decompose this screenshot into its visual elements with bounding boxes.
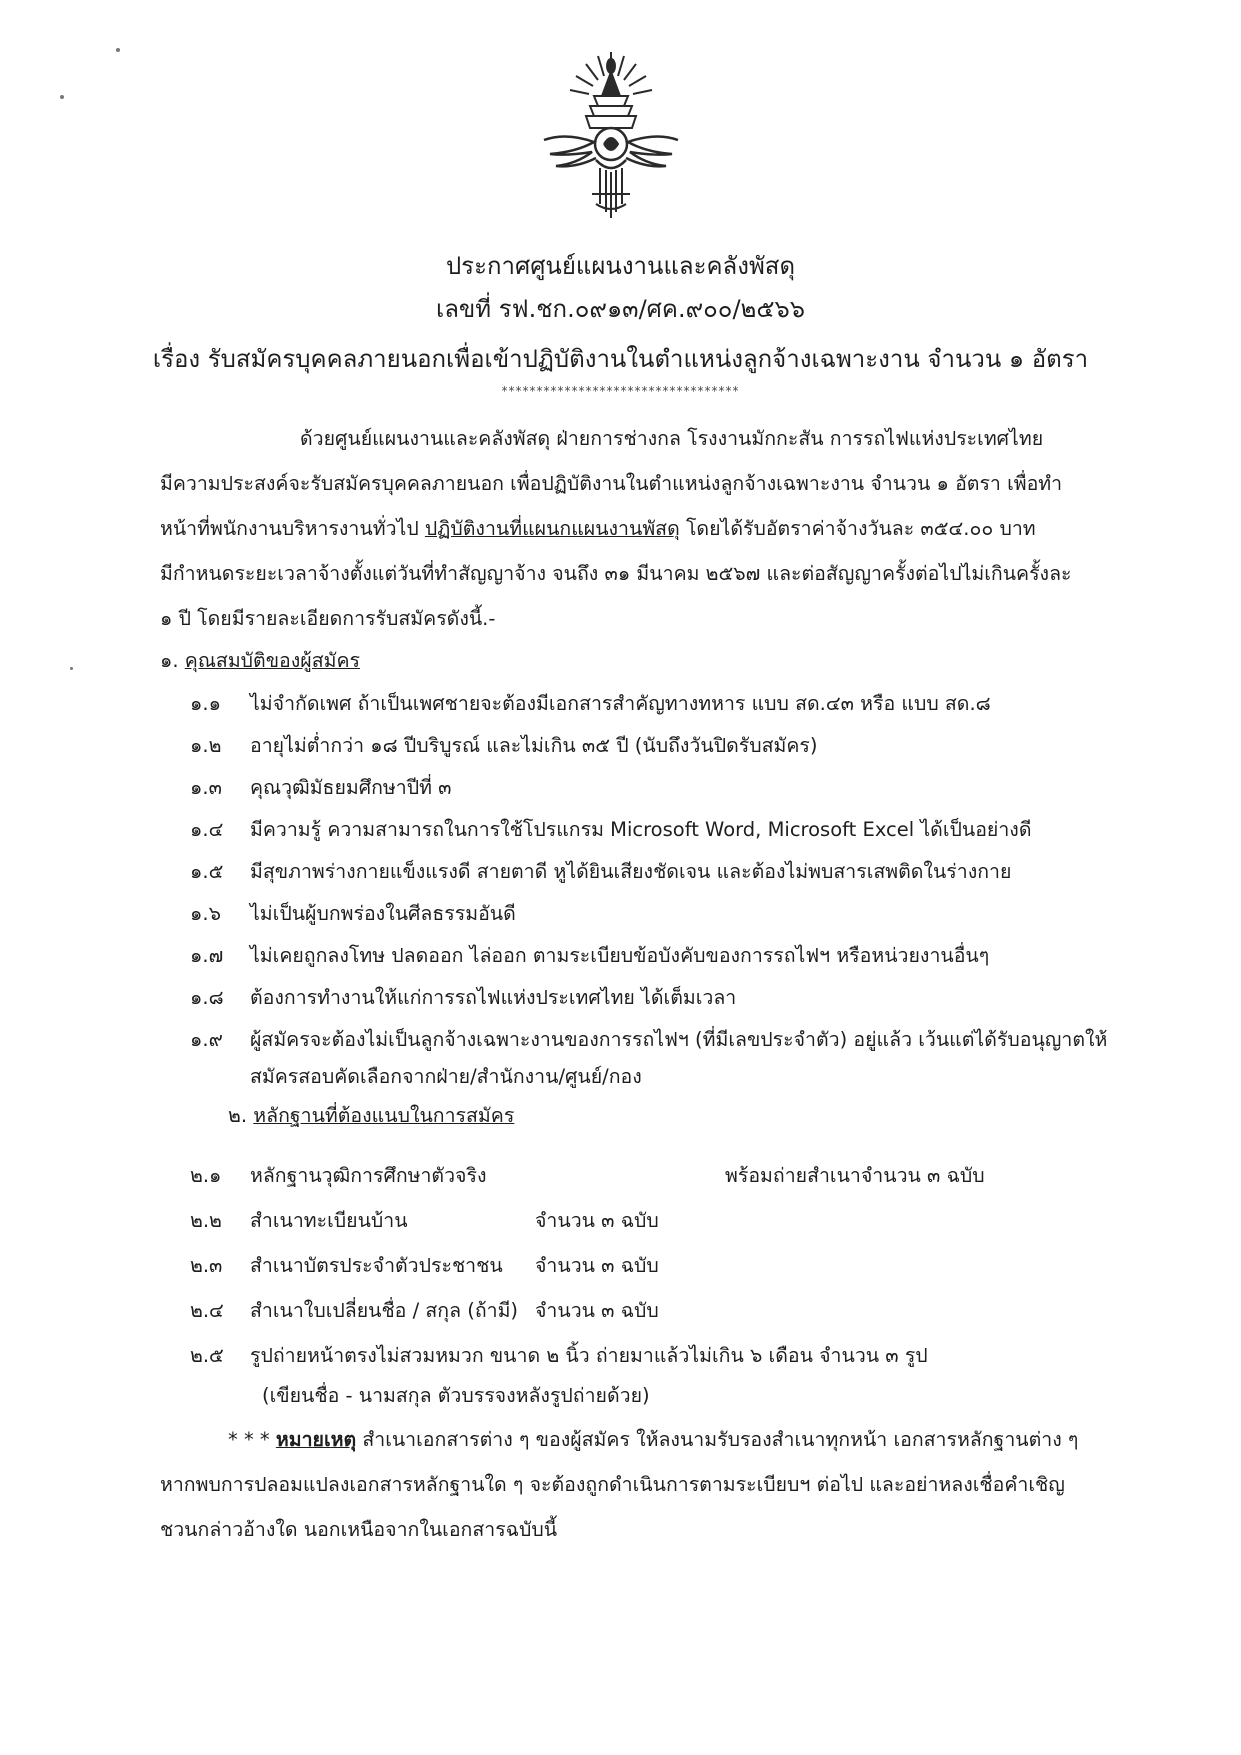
list-item-text: ไม่จำกัดเพศ ถ้าเป็นเพศชายจะต้องมีเอกสารสำคัญทางทหาร แบบ สด.๔๓ หรือ แบบ สด.๘ bbox=[250, 692, 991, 715]
list-item bbox=[190, 1027, 1107, 1053]
list-item-number: ๒.๓ bbox=[190, 1254, 223, 1277]
scan-speck bbox=[70, 667, 73, 670]
list-item-number: ๑.๖ bbox=[190, 902, 221, 925]
list-item bbox=[190, 943, 989, 969]
note-line-1 bbox=[228, 1427, 1078, 1453]
list-item-number: ๒.๔ bbox=[190, 1299, 224, 1322]
intro-line-3-end: โดยได้รับอัตราค่าจ้างวันละ ๓๕๔.๐๐ บาท bbox=[679, 517, 1036, 540]
intro-line-4: มีกำหนดระยะเวลาจ้างตั้งแต่วันที่ทำสัญญาจ้าง จนถึง ๓๑ มีนาคม ๒๕๖๗ และต่อสัญญาครั้งต่อไปไม่เกินครั้งละ bbox=[160, 562, 1072, 585]
list-item-text: มีสุขภาพร่างกายแข็งแรงดี สายตาดี หูได้ยินเสียงชัดเจน และต้องไม่พบสารเสพติดในร่างกาย bbox=[250, 860, 1012, 883]
section-1-title: คุณสมบัติของผู้สมัคร bbox=[184, 649, 360, 672]
list-item-text: รูปถ่ายหน้าตรงไม่สวมหมวก ขนาด ๒ นิ้ว ถ่ายมาแล้วไม่เกิน ๖ เดือน จำนวน ๓ รูป bbox=[250, 1344, 928, 1367]
list-item-text: ไม่เคยถูกลงโทษ ปลดออก ไล่ออก ตามระเบียบข้อบังคับของการรถไฟฯ หรือหน่วยงานอื่นๆ bbox=[250, 944, 990, 967]
section-1-number: ๑. bbox=[160, 649, 179, 672]
list-item bbox=[190, 1208, 1190, 1234]
list-item-number: ๑.๗ bbox=[190, 944, 224, 967]
section-2-number: ๒. bbox=[228, 1104, 248, 1127]
list-item-text: ไม่เป็นผู้บกพร่องในศีลธรรมอันดี bbox=[250, 902, 516, 925]
section-2-heading bbox=[228, 1103, 514, 1129]
list-item bbox=[190, 817, 1032, 843]
note-label: หมายเหตุ bbox=[275, 1428, 357, 1451]
section-2-title: หลักฐานที่ต้องแนบในการสมัคร bbox=[253, 1104, 515, 1127]
list-item-text: ต้องการทำงานให้แก่การรถไฟแห่งประเทศไทย ได้เต็มเวลา bbox=[250, 986, 737, 1009]
list-item-quantity: จำนวน ๓ ฉบับ bbox=[535, 1209, 659, 1232]
list-item bbox=[190, 985, 736, 1011]
list-item-number: ๑.๓ bbox=[190, 776, 222, 799]
intro-line-2: มีความประสงค์จะรับสมัครบุคคลภายนอก เพื่อปฏิบัติงานในตำแหน่งลูกจ้างเฉพาะงาน จำนวน ๑ อัตรา เพื่อทำ bbox=[160, 472, 1063, 495]
list-item-text: ผู้สมัครจะต้องไม่เป็นลูกจ้างเฉพาะงานของการรถไฟฯ (ที่มีเลขประจำตัว) อยู่แล้ว เว้นแต่ได้รับอนุญาตให้ bbox=[250, 1028, 1108, 1051]
list-item-text: มีความรู้ ความสามารถในการใช้โปรแกรม Microsoft Word, Microsoft Excel ได้เป็นอย่างดี bbox=[250, 818, 1032, 841]
list-item-number: ๑.๙ bbox=[190, 1028, 223, 1051]
note-line-3: ชวนกล่าวอ้างใด นอกเหนือจากในเอกสารฉบับนี้ bbox=[160, 1518, 558, 1541]
list-item-number: ๑.๒ bbox=[190, 734, 222, 757]
list-item bbox=[190, 775, 451, 801]
list-item bbox=[190, 1253, 1190, 1279]
list-item-quantity: พร้อมถ่ายสำเนาจำนวน ๓ ฉบับ bbox=[725, 1164, 985, 1187]
list-item bbox=[190, 859, 1011, 885]
list-item-number: ๑.๕ bbox=[190, 860, 224, 883]
list-item-number: ๑.๔ bbox=[190, 818, 224, 841]
announcement-title: ประกาศศูนย์แผนงานและคลังพัสดุ bbox=[445, 252, 796, 280]
announcement-subject: เรื่อง รับสมัครบุคคลภายนอกเพื่อเข้าปฏิบัติงานในตำแหน่งลูกจ้างเฉพาะงาน จำนวน ๑ อัตรา bbox=[152, 345, 1089, 373]
note-prefix: * * * bbox=[228, 1428, 276, 1451]
list-item bbox=[190, 691, 991, 717]
list-item-text: คุณวุฒิมัธยมศึกษาปีที่ ๓ bbox=[250, 776, 452, 799]
work-location-underlined: ปฏิบัติงานที่แผนกแผนงานพัสดุ bbox=[424, 517, 680, 540]
intro-line-5: ๑ ปี โดยมีรายละเอียดการรับสมัครดังนี้.- bbox=[160, 607, 496, 630]
note-text: สำเนาเอกสารต่าง ๆ ของผู้สมัคร ให้ลงนามรับรองสำเนาทุกหน้า เอกสารหลักฐานต่าง ๆ bbox=[356, 1428, 1079, 1451]
intro-line-3 bbox=[160, 516, 1036, 542]
announcement-number: เลขที่ รฟ.ชก.๐๙๑๓/ศค.๙๐๐/๒๕๖๖ bbox=[435, 295, 805, 323]
list-item-text: สำเนาทะเบียนบ้าน bbox=[250, 1209, 408, 1232]
list-item-number: ๑.๑ bbox=[190, 692, 221, 715]
list-item-number: ๒.๑ bbox=[190, 1164, 222, 1187]
list-item bbox=[190, 733, 817, 759]
list-item bbox=[190, 1343, 928, 1369]
scan-speck bbox=[116, 48, 120, 52]
list-item bbox=[190, 1163, 1190, 1189]
list-item-text: หลักฐานวุฒิการศึกษาตัวจริง bbox=[250, 1164, 487, 1187]
list-item-text: สำเนาใบเปลี่ยนชื่อ / สกุล (ถ้ามี) bbox=[250, 1299, 519, 1322]
scan-speck bbox=[60, 95, 64, 99]
list-item-continuation: (เขียนชื่อ - นามสกุล ตัวบรรจงหลังรูปถ่ายด้วย) bbox=[262, 1384, 650, 1407]
list-item bbox=[190, 901, 516, 927]
intro-line-1: ด้วยศูนย์แผนงานและคลังพัสดุ ฝ่ายการช่างกล โรงงานมักกะสัน การรถไฟแห่งประเทศไทย bbox=[300, 427, 1044, 450]
list-item-number: ๑.๘ bbox=[190, 986, 224, 1009]
list-item-text: อายุไม่ต่ำกว่า ๑๘ ปีบริบูรณ์ และไม่เกิน ๓๕ ปี (นับถึงวันปิดรับสมัคร) bbox=[250, 734, 818, 757]
section-1-heading bbox=[160, 648, 360, 674]
list-item-number: ๒.๕ bbox=[190, 1344, 224, 1367]
separator-line: ********************************** bbox=[501, 384, 740, 398]
list-item-quantity: จำนวน ๓ ฉบับ bbox=[535, 1254, 659, 1277]
list-item-quantity: จำนวน ๓ ฉบับ bbox=[535, 1299, 659, 1322]
intro-line-3-start: หน้าที่พนักงานบริหารงานทั่วไป bbox=[160, 517, 425, 540]
list-item-number: ๒.๒ bbox=[190, 1209, 222, 1232]
list-item bbox=[190, 1298, 1190, 1324]
note-line-2: หากพบการปลอมแปลงเอกสารหลักฐานใด ๆ จะต้องถูกดำเนินการตามระเบียบฯ ต่อไป และอย่าหลงเชื่อคำเชิญ bbox=[160, 1473, 1065, 1496]
list-item-continuation: สมัครสอบคัดเลือกจากฝ่าย/สำนักงาน/ศูนย์/กอง bbox=[250, 1065, 642, 1088]
railway-emblem-icon bbox=[536, 44, 686, 224]
list-item-text: สำเนาบัตรประจำตัวประชาชน bbox=[250, 1254, 503, 1277]
